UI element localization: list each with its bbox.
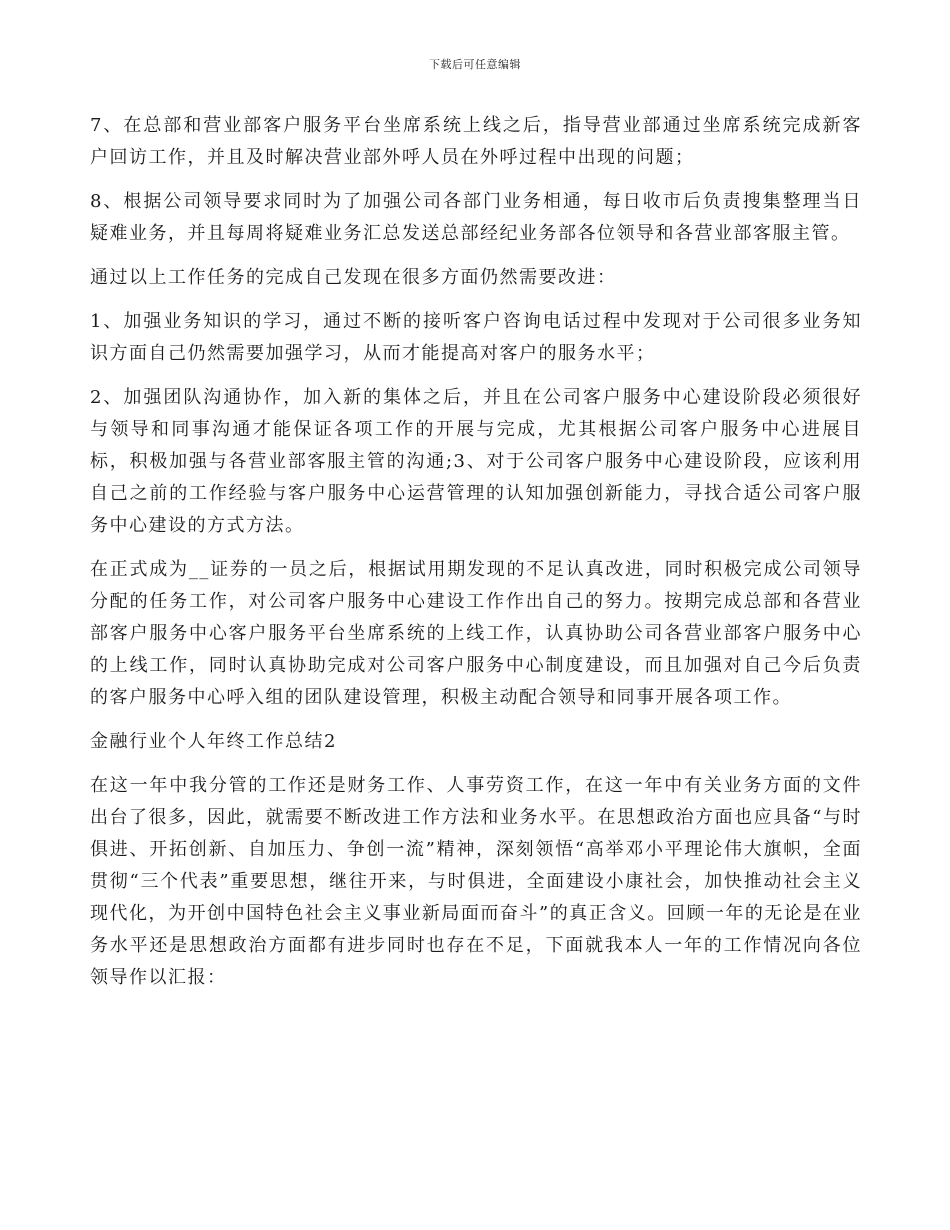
paragraph-item-7: 7、在总部和营业部客户服务平台坐席系统上线之后，指导营业部通过坐席系统完成新客户回访工作，并且及时解决营业部外呼人员在外呼过程中出现的问题； [90, 115, 862, 168]
paragraph-improvement-2-3: 2、加强团队沟通协作，加入新的集体之后，并且在公司客户服务中心建设阶段必须很好与领导和同事沟通才能保证各项工作的开展与完成，尤其根据公司客户服务中心进展目标，积极加强与各营业部客服主管的沟通;3、对于公司客户服务中心建设阶段，应该利用自己之前的工作经验与客户服务中心运营管理的认知加强创新能力，寻找合适公司客户服务中心建设的方式方法。 [90, 387, 862, 536]
section-heading: 金融行业个人年终工作总结2 [90, 731, 337, 752]
paragraph-improvement-intro: 通过以上工作任务的完成自己发现在很多方面仍然需要改进： [90, 267, 617, 288]
document-body [90, 110, 862, 1006]
paragraph-after-probation: 在正式成为__证券的一员之后，根据试用期发现的不足认真改进，同时积极完成公司领导分配的任务工作，对公司客户服务中心建设工作作出自己的努力。按期完成总部和各营业部客户服务中心客户服务平台坐席系统的上线工作，认真协助公司各营业部客户服务中心的上线工作，同时认真协助完成对公司客户服务中心制度建设，而且加强对自己今后负责的客户服务中心呼入组的团队建设管理，积极主动配合领导和同事开展各项工作。 [90, 559, 862, 708]
page-header: 下载后可任意编辑 [429, 58, 521, 71]
paragraph-improvement-1: 1、加强业务知识的学习，通过不断的接听客户咨询电话过程中发现对于公司很多业务知识方面自己仍然需要加强学习，从而才能提高对客户的服务水平； [90, 311, 862, 364]
paragraph-annual-summary: 在这一年中我分管的工作还是财务工作、人事劳资工作，在这一年中有关业务方面的文件出台了很多，因此，就需要不断改进工作方法和业务水平。在思想政治方面也应具备“与时俱进、开拓创新、自加压力、争创一流”精神，深刻领悟“高举邓小平理论伟大旗帜，全面贯彻“三个代表”重要思想，继往开来，与时俱进，全面建设小康社会，加快推动社会主义现代化，为开创中国特色社会主义事业新局面而奋斗”的真正含义。回顾一年的无论是在业务水平还是思想政治方面都有进步同时也存在不足，下面就我本人一年的工作情况向各位领导作以汇报： [90, 775, 862, 988]
paragraph-item-8: 8、根据公司领导要求同时为了加强公司各部门业务相通，每日收市后负责搜集整理当日疑难业务，并且每周将疑难业务汇总发送总部经纪业务部各位领导和各营业部客服主管。 [90, 191, 862, 244]
